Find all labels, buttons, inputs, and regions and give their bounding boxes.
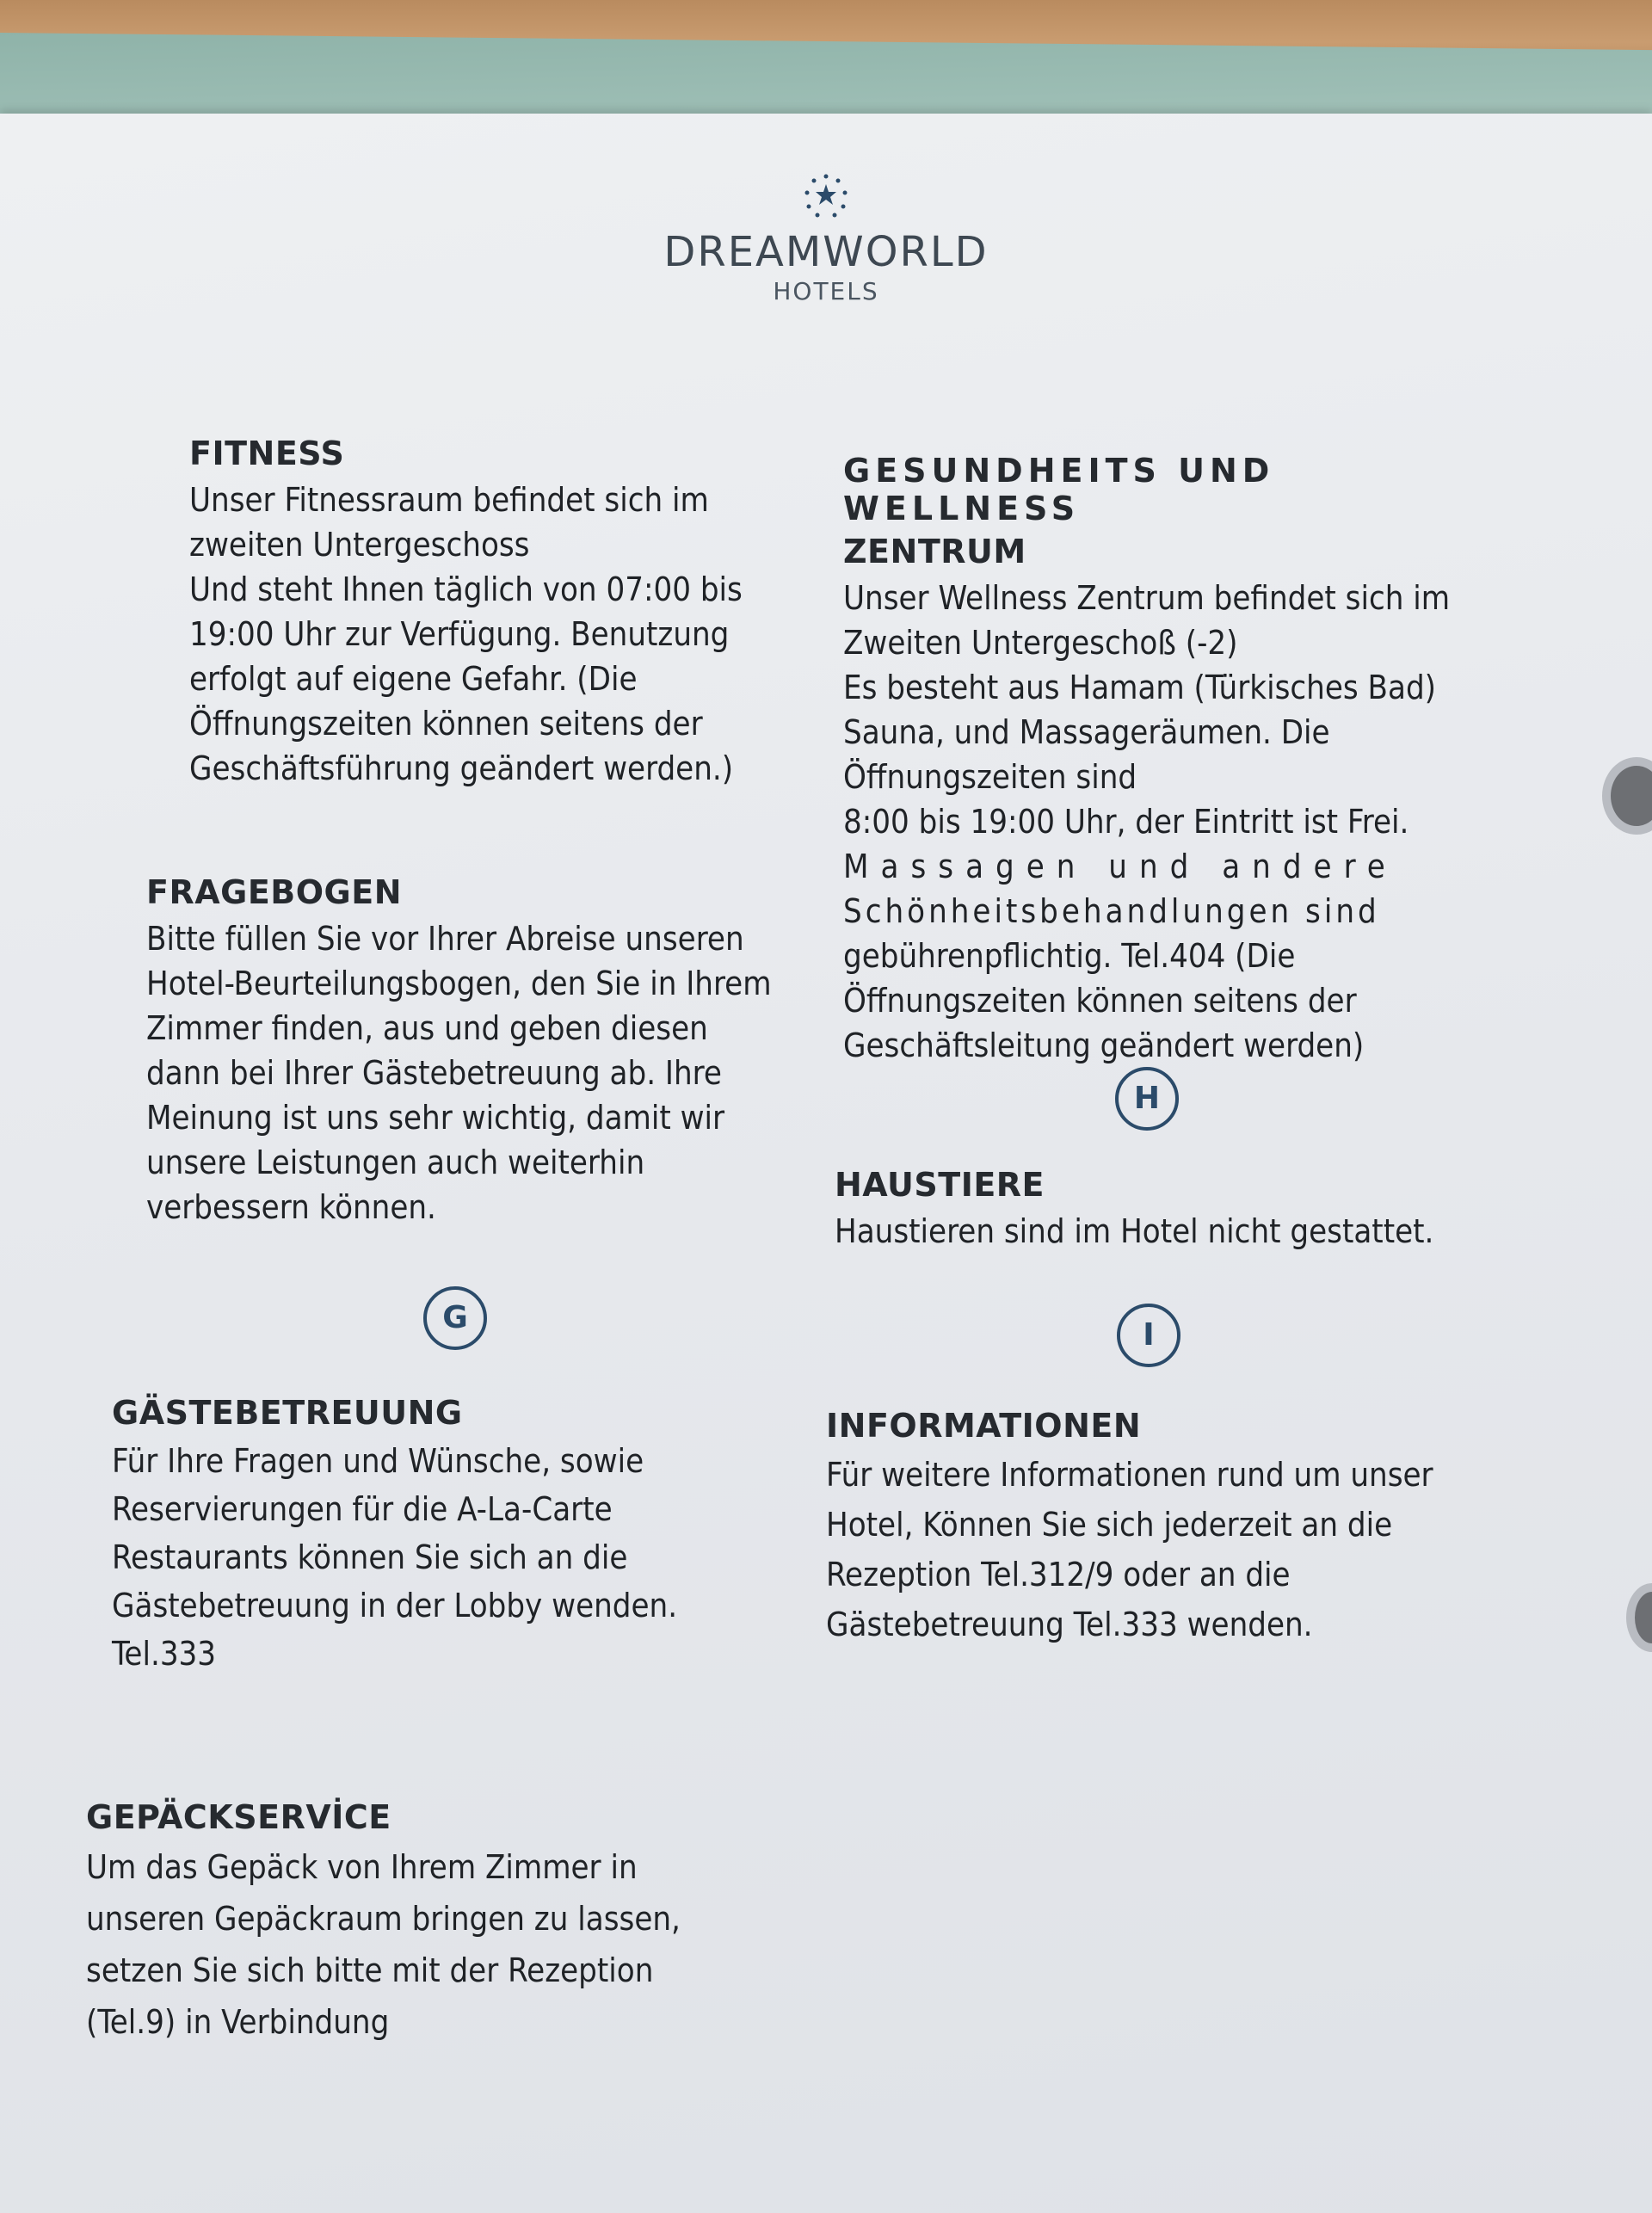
body-line: unsere Leistungen auch weiterhin xyxy=(146,1143,645,1181)
body-line: 19:00 Uhr zur Verfügung. Benutzung xyxy=(189,615,730,653)
section-informationen xyxy=(826,1407,1480,1649)
body-line: Reservierungen für die A-La-Carte xyxy=(112,1490,613,1528)
body-line: Für Ihre Fragen und Wünsche, sowie xyxy=(112,1442,644,1480)
body-line: Es besteht aus Hamam (Türkisches Bad) xyxy=(843,669,1437,706)
section-marker-g-icon: G xyxy=(423,1286,487,1350)
body-line: Meinung ist uns sehr wichtig, damit wir xyxy=(146,1099,725,1137)
body-line: 8:00 bis 19:00 Uhr, der Eintritt ist Frei. xyxy=(843,803,1409,841)
hotel-logo xyxy=(637,172,1015,310)
body-line: Öffnungszeiten sind xyxy=(843,758,1137,796)
section-fitness xyxy=(189,435,792,791)
body-line: Zweiten Untergeschoß (-2) xyxy=(843,624,1238,662)
section-fragebogen xyxy=(146,873,774,1230)
section-gaestebetreuung xyxy=(112,1394,766,1678)
body-line: Und steht Ihnen täglich von 07:00 bis xyxy=(189,570,743,608)
body-line: Hotel, Können Sie sich jederzeit an die xyxy=(826,1506,1393,1544)
logo-subtitle: HOTELS xyxy=(773,277,879,305)
body-line: Restaurants können Sie sich an die xyxy=(112,1538,628,1576)
body-line: Um das Gepäck von Ihrem Zimmer in xyxy=(86,1848,638,1886)
body-line: Sauna, und Massageräumen. Die xyxy=(843,713,1330,751)
section-body xyxy=(112,1437,766,1678)
section-title: GESUNDHEITS UND WELLNESS xyxy=(843,452,1275,527)
section-wellness xyxy=(843,452,1454,1068)
body-line: setzen Sie sich bitte mit der Rezeption xyxy=(86,1951,654,1989)
section-body xyxy=(146,916,774,1230)
body-line: dann bei Ihrer Gästebetreuung ab. Ihre xyxy=(146,1054,722,1092)
body-line: Unser Wellness Zentrum befindet sich im xyxy=(843,579,1451,617)
body-line: Unser Fitnessraum befindet sich im xyxy=(189,481,709,519)
section-title: FRAGEBOGEN xyxy=(146,873,402,911)
body-line: Für weitere Informationen rund um unser xyxy=(826,1456,1433,1494)
body-line: Tel.333 xyxy=(112,1635,217,1673)
body-line: erfolgt auf eigene Gefahr. (Die xyxy=(189,660,638,698)
body-line: Öffnungszeiten können seitens der xyxy=(189,705,703,743)
section-title-continued: ZENTRUM xyxy=(843,533,1026,570)
body-line: Zimmer finden, aus und geben diesen xyxy=(146,1009,708,1047)
body-line: Bitte füllen Sie vor Ihrer Abreise unseren xyxy=(146,920,744,958)
body-line: Schönheitsbehandlungen sind xyxy=(843,892,1380,930)
body-line: Öffnungszeiten können seitens der xyxy=(843,982,1357,1020)
body-line: Hotel-Beurteilungsbogen, den Sie in Ihrem xyxy=(146,965,772,1002)
section-marker-h-icon: H xyxy=(1115,1067,1179,1131)
section-body xyxy=(826,1450,1480,1649)
body-line: Geschäftsleitung geändert werden) xyxy=(843,1026,1365,1064)
section-body xyxy=(86,1841,757,2048)
section-title: GEPÄCKSERVİCE xyxy=(86,1798,391,1836)
star-cluster-icon xyxy=(800,172,852,224)
section-body xyxy=(843,576,1454,1068)
section-title: HAUSTIERE xyxy=(835,1166,1045,1204)
body-line: verbessern können. xyxy=(146,1188,436,1226)
section-title: FITNESS xyxy=(189,435,345,472)
body-line: (Tel.9) in Verbindung xyxy=(86,2003,390,2041)
section-body xyxy=(189,478,792,791)
section-body xyxy=(835,1209,1463,1254)
section-title: INFORMATIONEN xyxy=(826,1407,1142,1445)
body-line: gebührenpflichtig. Tel.404 (Die xyxy=(843,937,1296,975)
section-marker-i-icon: I xyxy=(1117,1304,1180,1367)
body-line: unseren Gepäckraum bringen zu lassen, xyxy=(86,1900,681,1938)
body-line: Massagen und andere xyxy=(843,848,1397,885)
body-line: Haustieren sind im Hotel nicht gestattet. xyxy=(835,1212,1434,1250)
body-line: Geschäftsführung geändert werden.) xyxy=(189,749,734,787)
section-haustiere xyxy=(835,1166,1463,1254)
body-line: Rezeption Tel.312/9 oder an die xyxy=(826,1556,1291,1593)
logo-wordmark: DREAMWORLD xyxy=(663,228,989,276)
body-line: zweiten Untergeschoss xyxy=(189,526,530,564)
body-line: Gästebetreuung Tel.333 wenden. xyxy=(826,1606,1313,1643)
section-gepaeckservice xyxy=(86,1798,757,2048)
section-title: GÄSTEBETREUUNG xyxy=(112,1394,463,1432)
body-line: Gästebetreuung in der Lobby wenden. xyxy=(112,1587,678,1624)
